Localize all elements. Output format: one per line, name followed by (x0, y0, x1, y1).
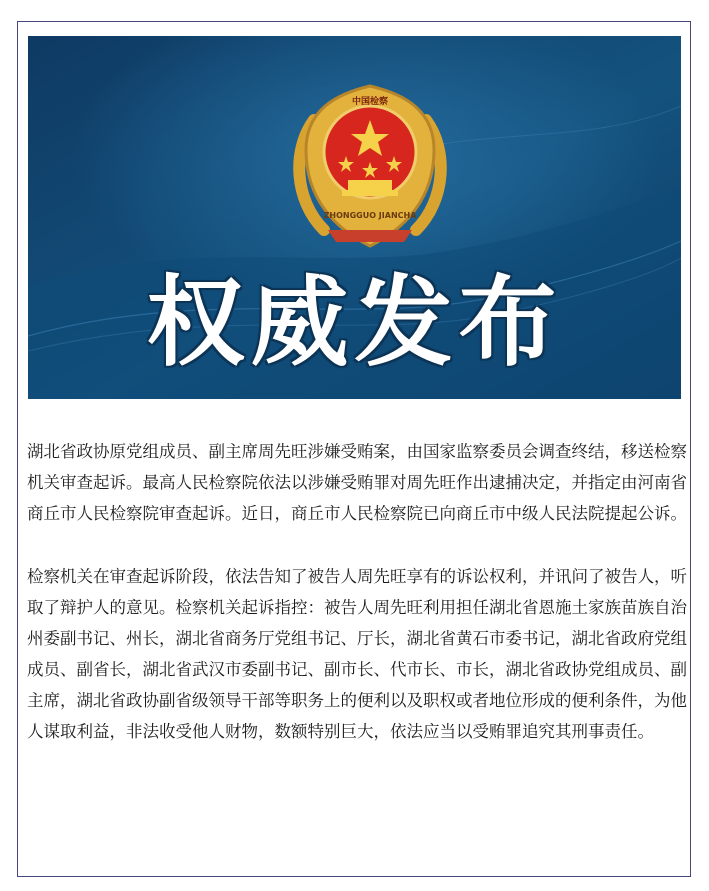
banner-image (28, 36, 681, 399)
paragraph: 湖北省政协原党组成员、副主席周先旺涉嫌受贿案，由国家监察委员会调查终结，移送检察机关审查起诉。最高人民检察院依法以涉嫌受贿罪对周先旺作出逮捕决定，并指定由河南省商丘市人民检察院审查起诉。近日，商丘市人民检察院已向商丘市中级人民法院提起公诉。 (27, 442, 687, 523)
procuratorate-emblem (284, 80, 456, 260)
emblem-bottom-text: ZHONGGUO JIANCHA (323, 211, 417, 220)
article-body (27, 436, 687, 779)
banner-title: 权威发布 (146, 265, 563, 380)
paragraph: 检察机关在审查起诉阶段，依法告知了被告人周先旺享有的诉讼权利，并讯问了被告人，听取了辩护人的意见。检察机关起诉指控：被告人周先旺利用担任湖北省恩施土家族苗族自治州委副书记、州长，湖北省商务厅党组书记、厅长，湖北省黄石市委书记，湖北省政府党组成员、副省长，湖北省武汉市委副书记、副市长、代市长、市长，湖北省政协党组成员、副主席，湖北省政协副省级领导干部等职务上的便利以及职权或者地位形成的便利条件，为他人谋取利益，非法收受他人财物，数额特别巨大，依法应当以受贿罪追究其刑事责任。 (27, 567, 687, 741)
emblem-top-text: 中国检察 (351, 97, 389, 107)
